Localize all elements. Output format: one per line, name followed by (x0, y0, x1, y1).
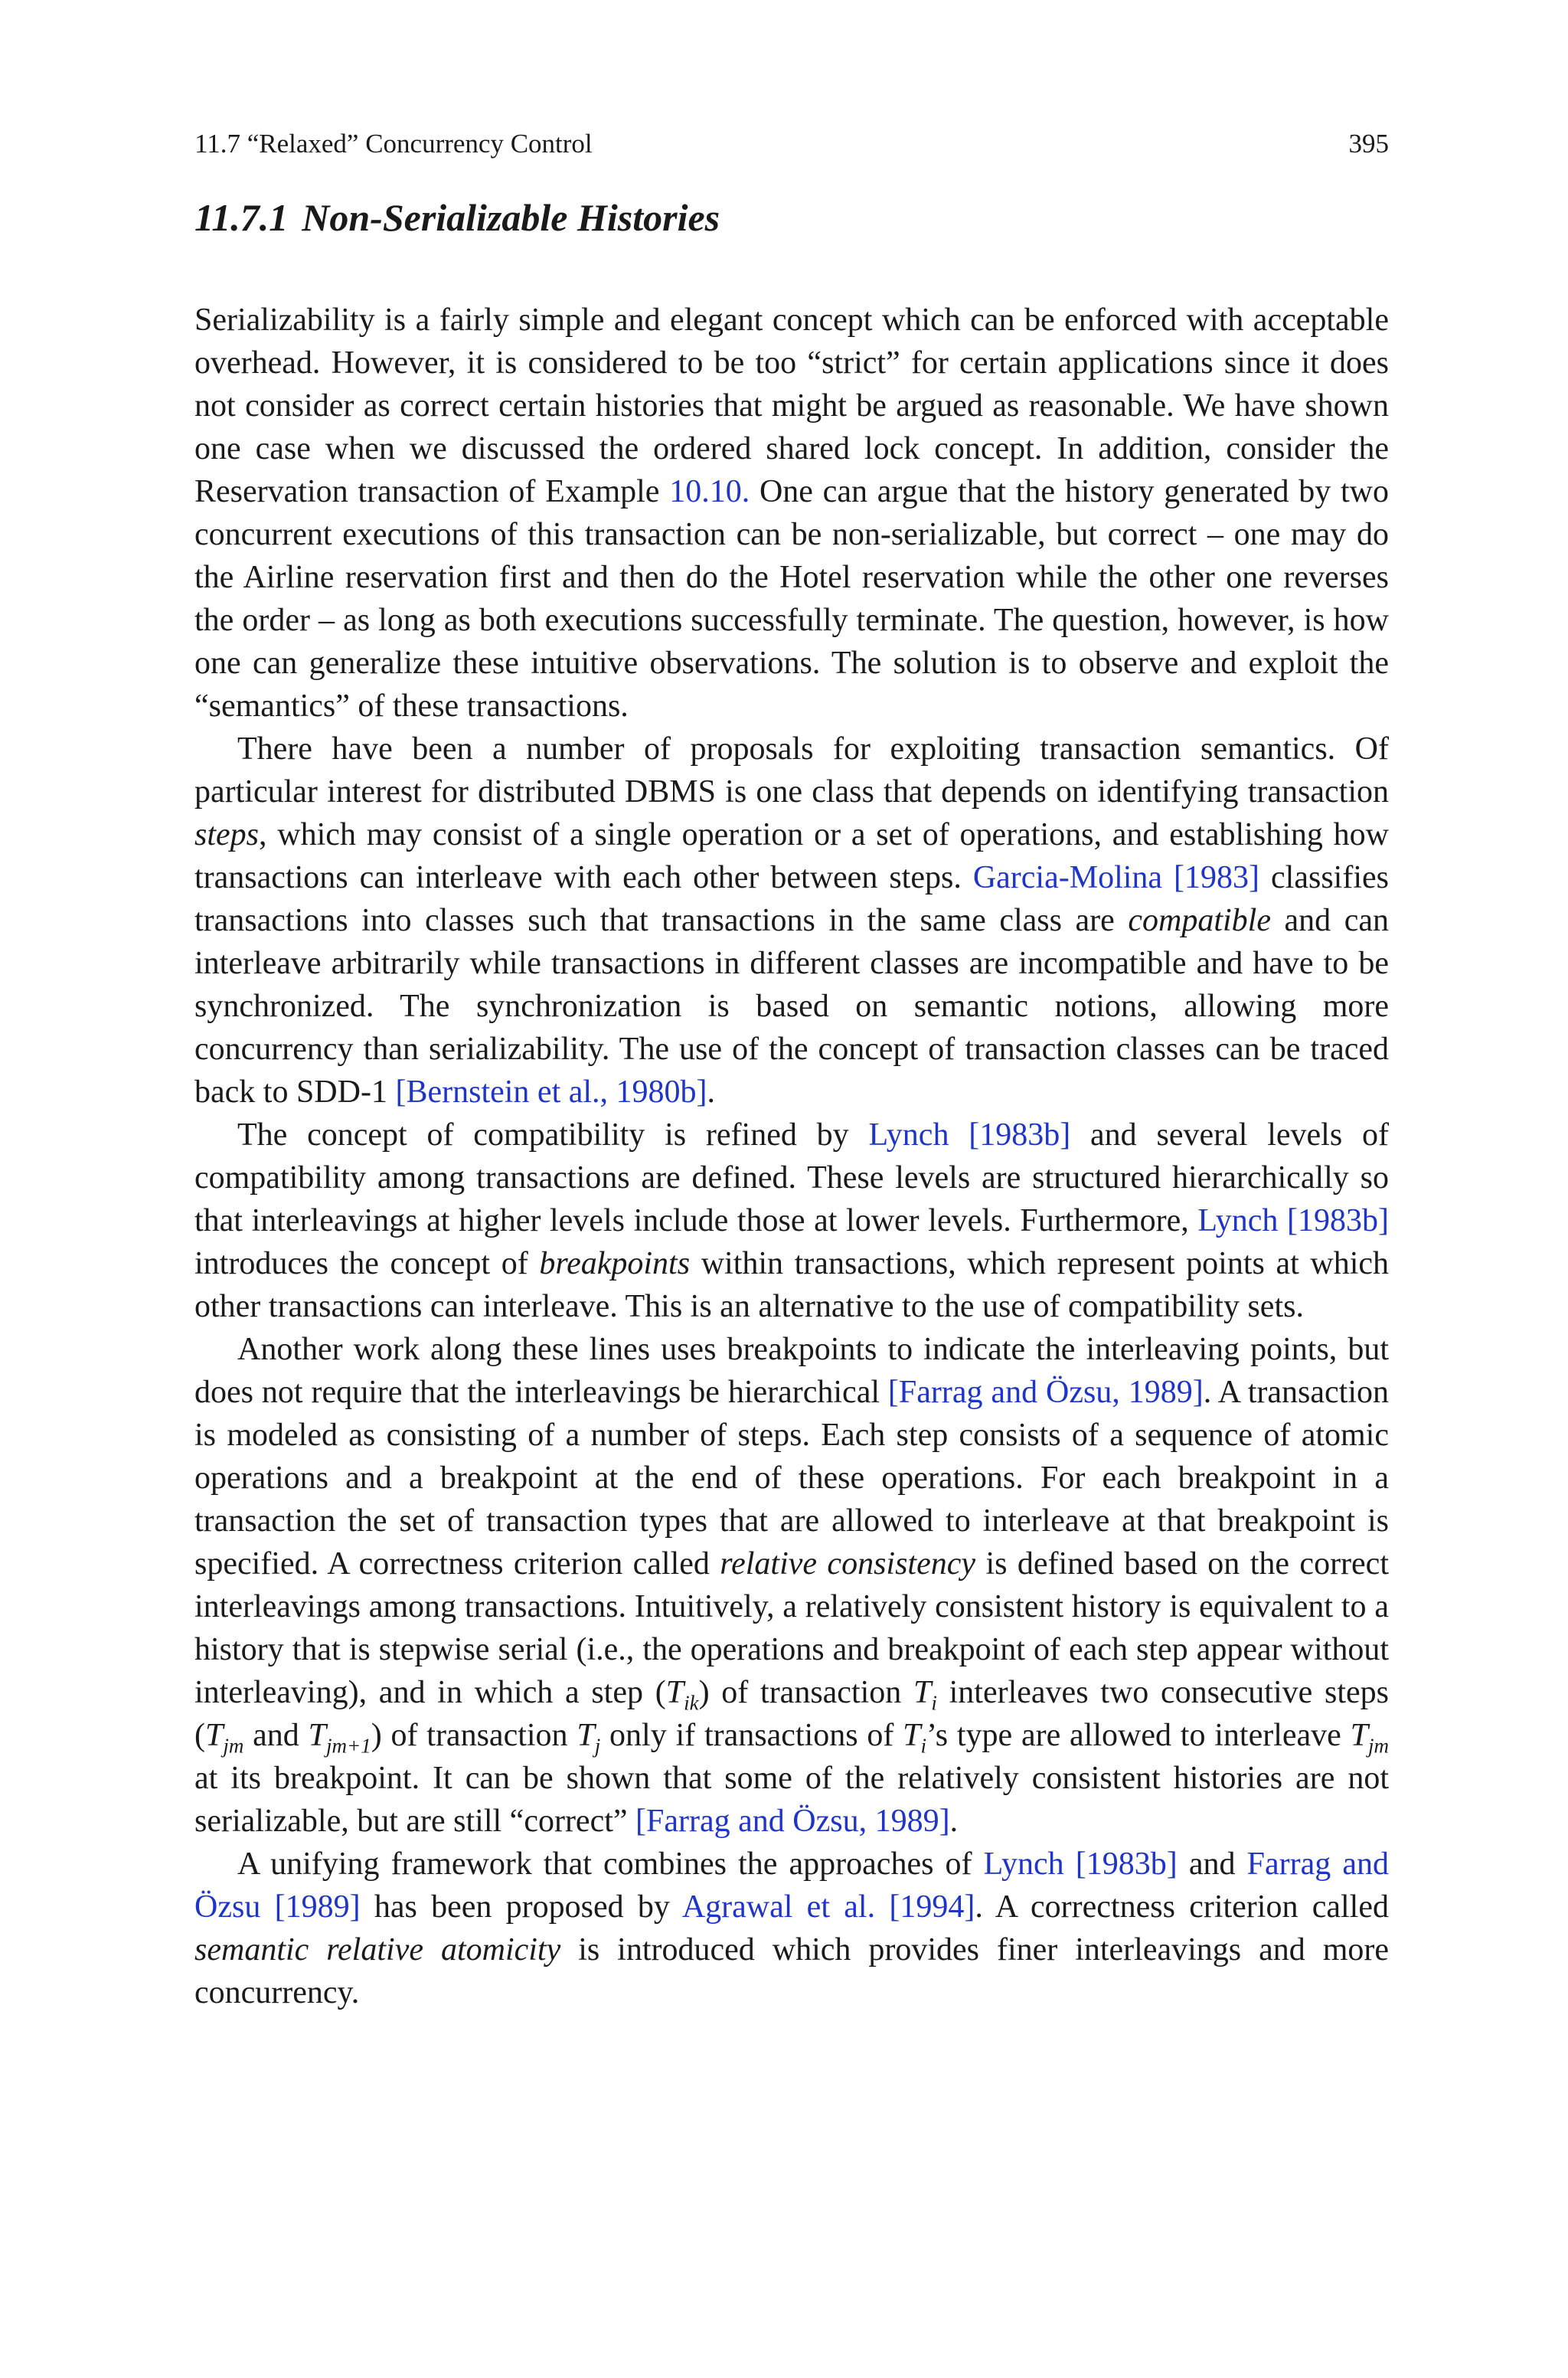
text-run: . A transaction is modeled as consisting of a number of steps. Each step consists of a sequence of atomic operations and a breakpoint at the end of these operations. For each breakpoint in a transaction the set of transaction types that are allowed to interleave at that breakpoint is specified. A correctness criterion called (194, 1375, 1389, 1582)
math-symbol: T (205, 1718, 224, 1753)
citation-link[interactable]: [Farrag and Özsu, 1989] (887, 1375, 1204, 1410)
citation-link[interactable]: Lynch [1983b] (983, 1846, 1178, 1882)
citation-link[interactable]: Lynch [1983b] (868, 1117, 1071, 1153)
paragraph-4 (194, 1328, 1389, 1843)
text-run: There have been a number of proposals for exploiting transaction semantics. Of particular interest for distributed DBMS is one class that depends on identifying transaction (194, 731, 1389, 810)
citation-link[interactable]: [Bernstein et al., 1980b] (395, 1075, 707, 1110)
text-run: introduces the concept of (194, 1246, 540, 1281)
text-run: ’s type are allowed to interleave (926, 1718, 1351, 1753)
text-run: classifies transactions into classes such that transactions in the same class are (194, 860, 1389, 938)
math-symbol: T (913, 1675, 932, 1710)
text-run: . A correctness criterion called (975, 1889, 1389, 1925)
text-run: Another work along these lines uses breakpoints to indicate the interleaving points, but does not require that the interleavings be hierarchical (194, 1332, 1389, 1410)
text-run: ) of transaction (371, 1718, 577, 1753)
emphasis-term: steps (194, 817, 259, 852)
text-run: interleaves two consecutive steps ( (194, 1675, 1389, 1753)
text-run: and (1177, 1846, 1247, 1882)
text-run: within transactions, which represent points at which other transactions can interleave. This is an alternative to the use of compatibility sets. (194, 1246, 1390, 1324)
text-run: only if transactions of (600, 1718, 903, 1753)
text-run: One can argue that the history generated by two concurrent executions of this transaction can be non-serializable, but correct – one may do the Airline reservation first and then do the Hotel reservation while the other one reverses the order – as long as both executions successfully terminate. The question, however, is how one can generalize these intuitive observations. The solution is to observe and exploit the “semantics” of these transactions. (194, 474, 1389, 724)
text-run: Serializability is a fairly simple and elegant concept which can be enforced with acceptable overhead. However, it is considered to be too “strict” for certain applications since it does not consider as correct certain histories that might be argued as reasonable. We have shown one case when we discussed the ordered shared lock concept. In addition, consider the Reservation transaction of Example (194, 303, 1389, 509)
text-run: ) of transaction (698, 1675, 914, 1710)
math-subscript: jm (223, 1734, 244, 1758)
citation-link[interactable]: Farrag and Özsu [1989] (194, 1846, 1389, 1925)
body-text (194, 299, 1389, 2014)
text-run: , which may consist of a single operation or a set of operations, and establishing how transactions can interleave with each other between steps. (194, 817, 1389, 895)
text-run: and several levels of compatibility among transactions are defined. These levels are structured hierarchically so that interleavings at higher levels include those at lower levels. Furthermore, (194, 1117, 1389, 1238)
citation-link[interactable]: Garcia-Molina [1983] (972, 860, 1260, 895)
citation-link[interactable]: Lynch [1983b] (1197, 1203, 1389, 1238)
math-symbol: T (903, 1718, 921, 1753)
math-symbol: T (577, 1718, 595, 1753)
paragraph-2 (194, 728, 1389, 1114)
section-heading (194, 190, 720, 245)
emphasis-term: breakpoints (539, 1246, 691, 1281)
text-run: and can interleave arbitrarily while transactions in different classes are incompatible and have to be synchronized. The synchronization is based on semantic notions, allowing more concurrency than serializability. The use of the concept of transaction classes can be traced back to SDD-1 (194, 903, 1389, 1110)
example-link[interactable]: 10.10. (669, 474, 750, 509)
text-run: is introduced which provides finer interleavings and more concurrency. (194, 1932, 1389, 2010)
text-run: at its breakpoint. It can be shown that some of the relatively consistent histories are not serializable, but are still “correct” (194, 1761, 1389, 1839)
running-head-section: 11.7 “Relaxed” Concurrency Control (194, 129, 593, 159)
math-symbol: T (308, 1718, 326, 1753)
text-run: A unifying framework that combines the approaches of (237, 1846, 984, 1882)
running-head (194, 126, 1389, 162)
math-symbol: T (665, 1675, 684, 1710)
math-subscript: jm+1 (325, 1734, 371, 1758)
citation-link[interactable]: Agrawal et al. [1994] (681, 1889, 975, 1925)
math-subscript: i (920, 1734, 927, 1758)
text-run: has been proposed by (360, 1889, 682, 1925)
text-run: The concept of compatibility is refined by (237, 1117, 869, 1153)
section-number: 11.7.1 (194, 196, 289, 239)
paragraph-1 (194, 299, 1389, 728)
page-number: 395 (1348, 129, 1389, 159)
text-run: . (949, 1804, 959, 1839)
emphasis-term: compatible (1128, 903, 1271, 938)
paragraph-5 (194, 1843, 1389, 2014)
section-title: Non-Serializable Histories (302, 196, 720, 239)
text-run: . (707, 1075, 716, 1110)
paragraph-3 (194, 1114, 1389, 1328)
text-run: and (243, 1718, 309, 1753)
emphasis-term: relative consistency (720, 1546, 976, 1582)
math-subscript: jm (1367, 1734, 1389, 1758)
citation-link[interactable]: [Farrag and Özsu, 1989] (635, 1804, 950, 1839)
math-subscript: j (594, 1734, 601, 1758)
math-symbol: T (1350, 1718, 1368, 1753)
emphasis-term: semantic relative atomicity (194, 1932, 561, 1967)
math-subscript: i (931, 1691, 937, 1715)
text-run: is defined based on the correct interleavings among transactions. Intuitively, a relatively consistent history is equivalent to a history that is stepwise serial (i.e., the operations and breakpoint of each step appear without interleaving), and in which a step ( (194, 1546, 1389, 1710)
math-subscript: ik (684, 1691, 699, 1715)
